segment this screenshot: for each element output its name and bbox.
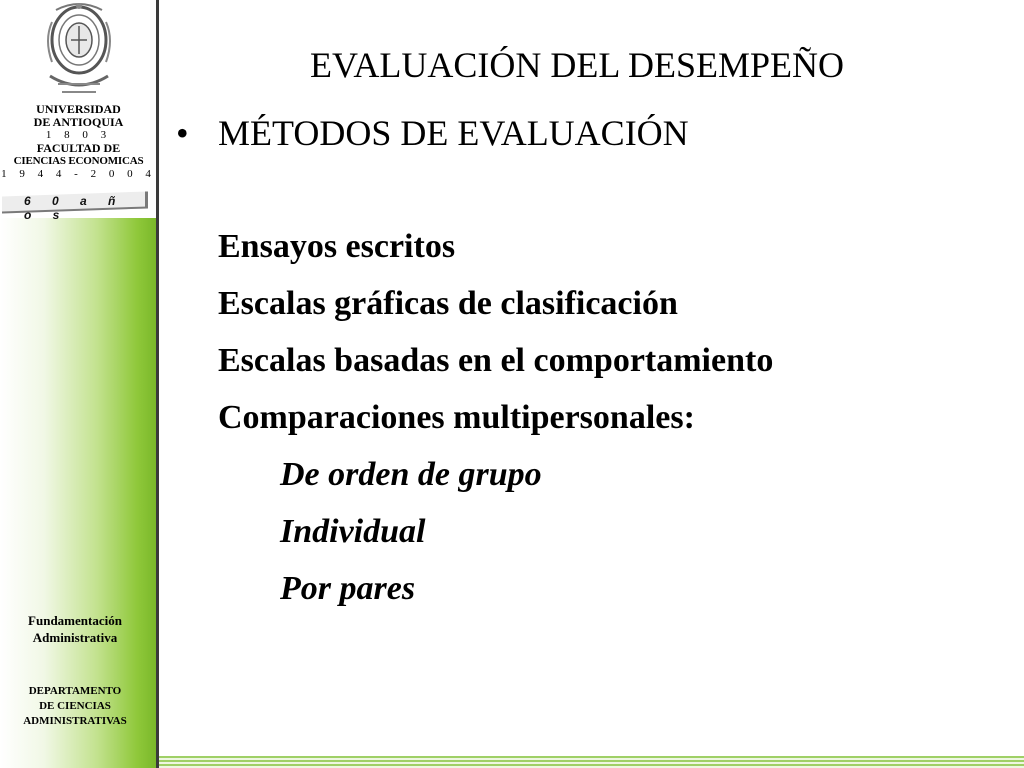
method-item: Escalas basadas en el comportamiento: [218, 342, 774, 379]
bullet-dot: •: [176, 113, 189, 153]
university-name-block: [0, 103, 157, 181]
bullet-text: MÉTODOS DE EVALUACIÓN: [218, 113, 689, 153]
bullet-item: [176, 112, 689, 154]
method-item: Escalas gráficas de clasificación: [218, 285, 678, 322]
department-line2: DE CIENCIAS: [39, 700, 111, 712]
department-name: [0, 684, 150, 729]
sub-method-item: De orden de grupo: [280, 456, 542, 493]
course-name: [0, 612, 150, 646]
course-name-line2: Administrativa: [32, 630, 118, 645]
sidebar: [0, 0, 158, 768]
university-name: UNIVERSIDAD: [36, 102, 121, 116]
sub-method-item: Por pares: [280, 570, 416, 607]
bottom-stripe-decoration: [159, 756, 1024, 768]
anniversary-badge: [2, 194, 148, 222]
faculty-name: FACULTAD DE: [36, 141, 121, 155]
method-item: Comparaciones multipersonales:: [218, 399, 695, 436]
method-item: Ensayos escritos: [218, 228, 456, 265]
department-line1: DEPARTAMENTO: [28, 685, 122, 697]
faculty-name-line2: CIENCIAS ECONOMICAS: [13, 155, 144, 167]
sub-method-item: Individual: [280, 513, 426, 550]
founded-year: 1 8 0 3: [45, 129, 112, 141]
sidebar-divider: [156, 0, 159, 768]
anniversary-text: 6 0 a ñ o s: [24, 194, 125, 222]
university-name-line2: DE ANTIOQUIA: [33, 115, 124, 129]
faculty-years: 1 9 4 4 - 2 0 0 4: [1, 168, 156, 180]
course-name-line1: Fundamentación: [28, 613, 122, 628]
university-seal-logo: [38, 2, 120, 104]
slide-title: EVALUACIÓN DEL DESEMPEÑO: [310, 45, 844, 85]
department-line3: ADMINISTRATIVAS: [23, 715, 127, 727]
